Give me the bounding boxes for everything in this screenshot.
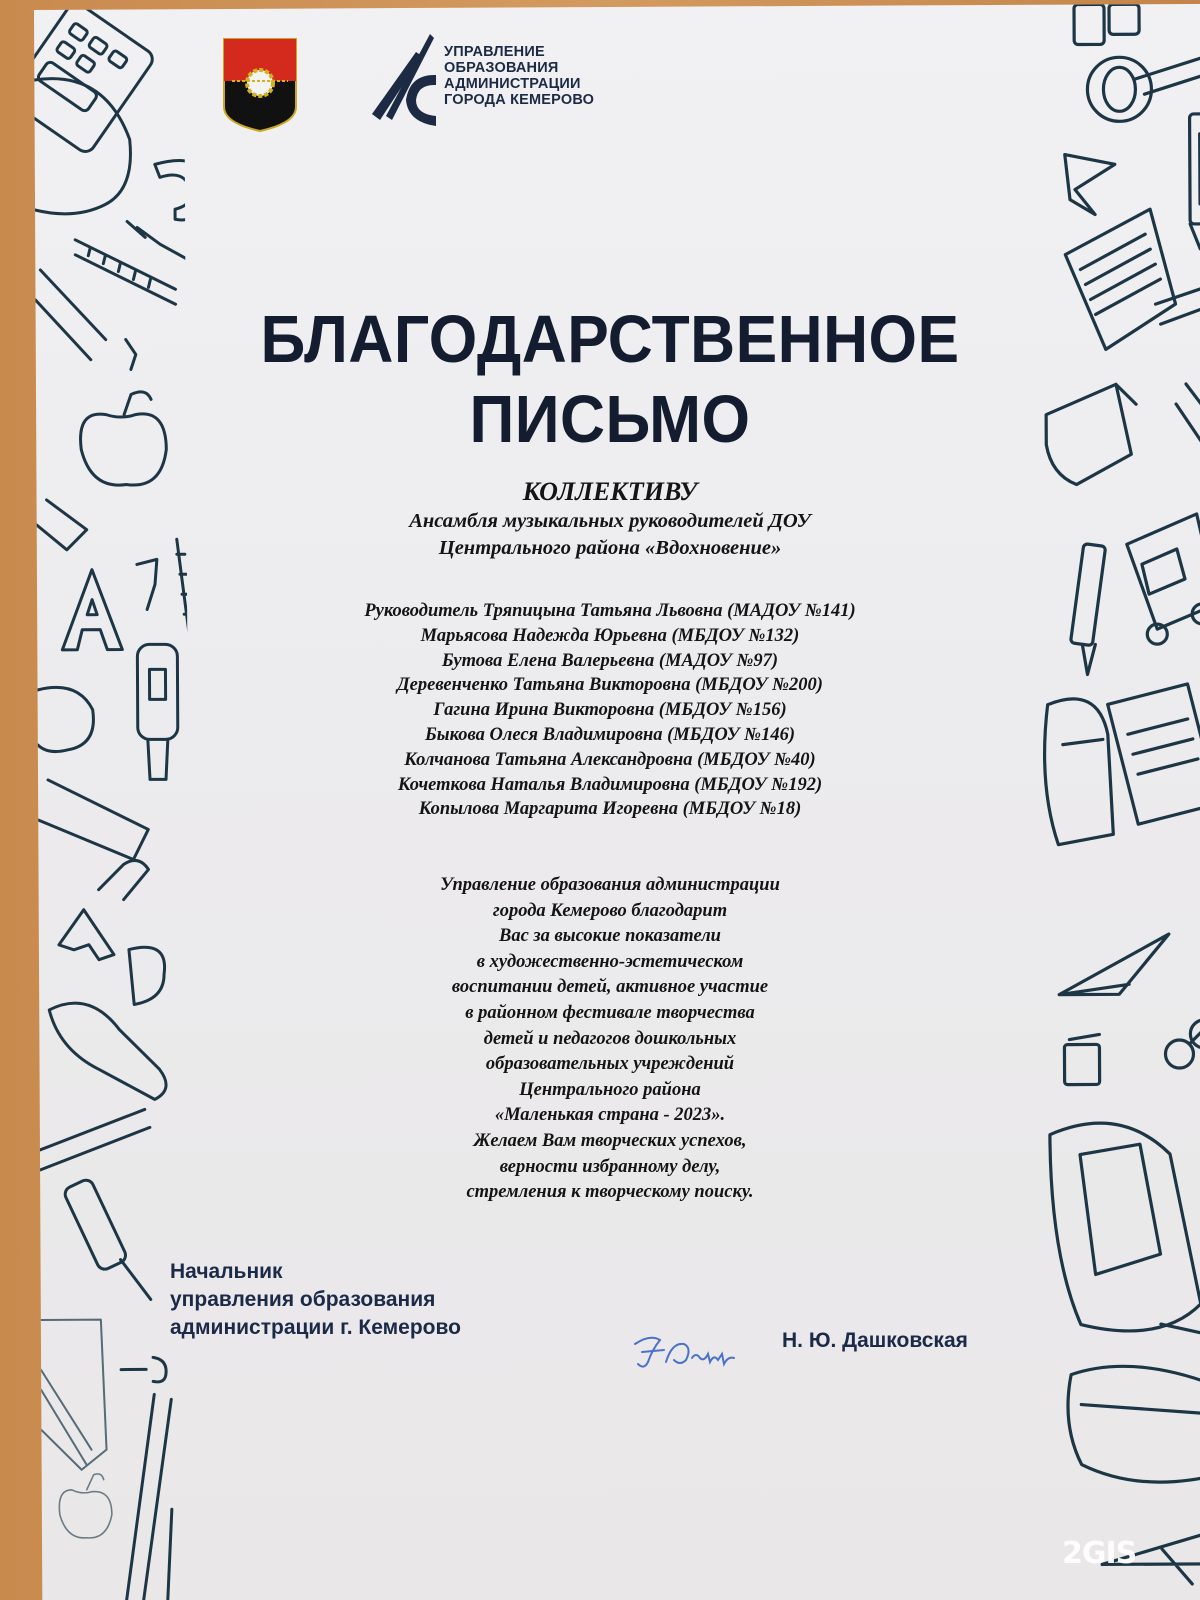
recipient-line: Центрального района «Вдохновение» [438,537,782,559]
message-line: в районном фестивале творчества [465,1002,755,1023]
member-item: Деревенченко Татьяна Викторовна (МБДОУ №200) [397,675,823,696]
org-name-line: АДМИНИСТРАЦИИ [444,76,581,92]
member-item: Копылова Маргарита Игоревна (МБДОУ №18) [418,799,802,820]
recipient-heading: КОЛЛЕКТИВУ [522,477,698,506]
message-line: города Кемерово благодарит [492,900,728,921]
message-line: детей и педагогов дошкольных [483,1028,737,1049]
recipient-description [240,508,980,562]
message-line: воспитании детей, активное участие [451,977,769,998]
message-line: в художественно-эстетическом [476,951,744,972]
message-line: Желаем Вам творческих успехов, [473,1130,747,1151]
handwritten-signature-icon [630,1332,745,1372]
members-list [240,599,980,822]
member-item: Марьясова Надежда Юрьевна (МБДОУ №132) [420,625,800,646]
document-title [200,300,1020,460]
message-line: образовательных учреждений [485,1054,735,1075]
message-line: Управление образования администрации [440,875,780,895]
position-line: управления образования [170,1288,436,1311]
watermark-2gis: 2GIS [1062,1536,1137,1571]
member-item: Колчанова Татьяна Александровна (МБДОУ №40) [404,749,816,770]
position-line: Начальник [170,1260,283,1283]
org-name-line: ОБРАЗОВАНИЯ [444,60,559,76]
recipient-line: Ансамбля музыкальных руководителей ДОУ [409,510,811,532]
message-line: верности избранному делу, [499,1156,721,1177]
member-item: Бутова Елена Валерьевна (МАДОУ №97) [441,650,779,671]
member-item: Гагина Ирина Викторовна (МБДОУ №156) [433,700,787,721]
member-item: Быкова Олеся Владимировна (МБДОУ №146) [425,724,795,745]
message-line: Центрального района [519,1079,701,1100]
org-name-line: УПРАВЛЕНИЕ [444,44,545,60]
org-name-line: ГОРОДА КЕМЕРОВО [444,92,595,108]
message-line: Вас за высокие показатели [499,926,721,947]
education-department-logo-icon [372,30,438,130]
position-line: администрации г. Кемерово [170,1316,461,1339]
message-line: стремления к творческому поиску. [466,1182,754,1203]
signatory-name: Н. Ю. Дашковская [782,1329,968,1352]
member-item: Руководитель Тряпицына Татьяна Львовна (МАДОУ №141) [364,601,856,621]
title-line-1: БЛАГОДАРСТВЕННОЕ [260,302,960,377]
message-line: «Маленькая страна - 2023». [494,1105,726,1126]
gratitude-message [280,873,940,1206]
signatory-position [170,1258,461,1342]
member-item: Кочеткова Наталья Владимировна (МБДОУ №192) [397,774,823,795]
title-line-2: ПИСЬМО [469,382,751,457]
org-name [444,44,594,108]
coat-of-arms-icon [222,37,298,133]
